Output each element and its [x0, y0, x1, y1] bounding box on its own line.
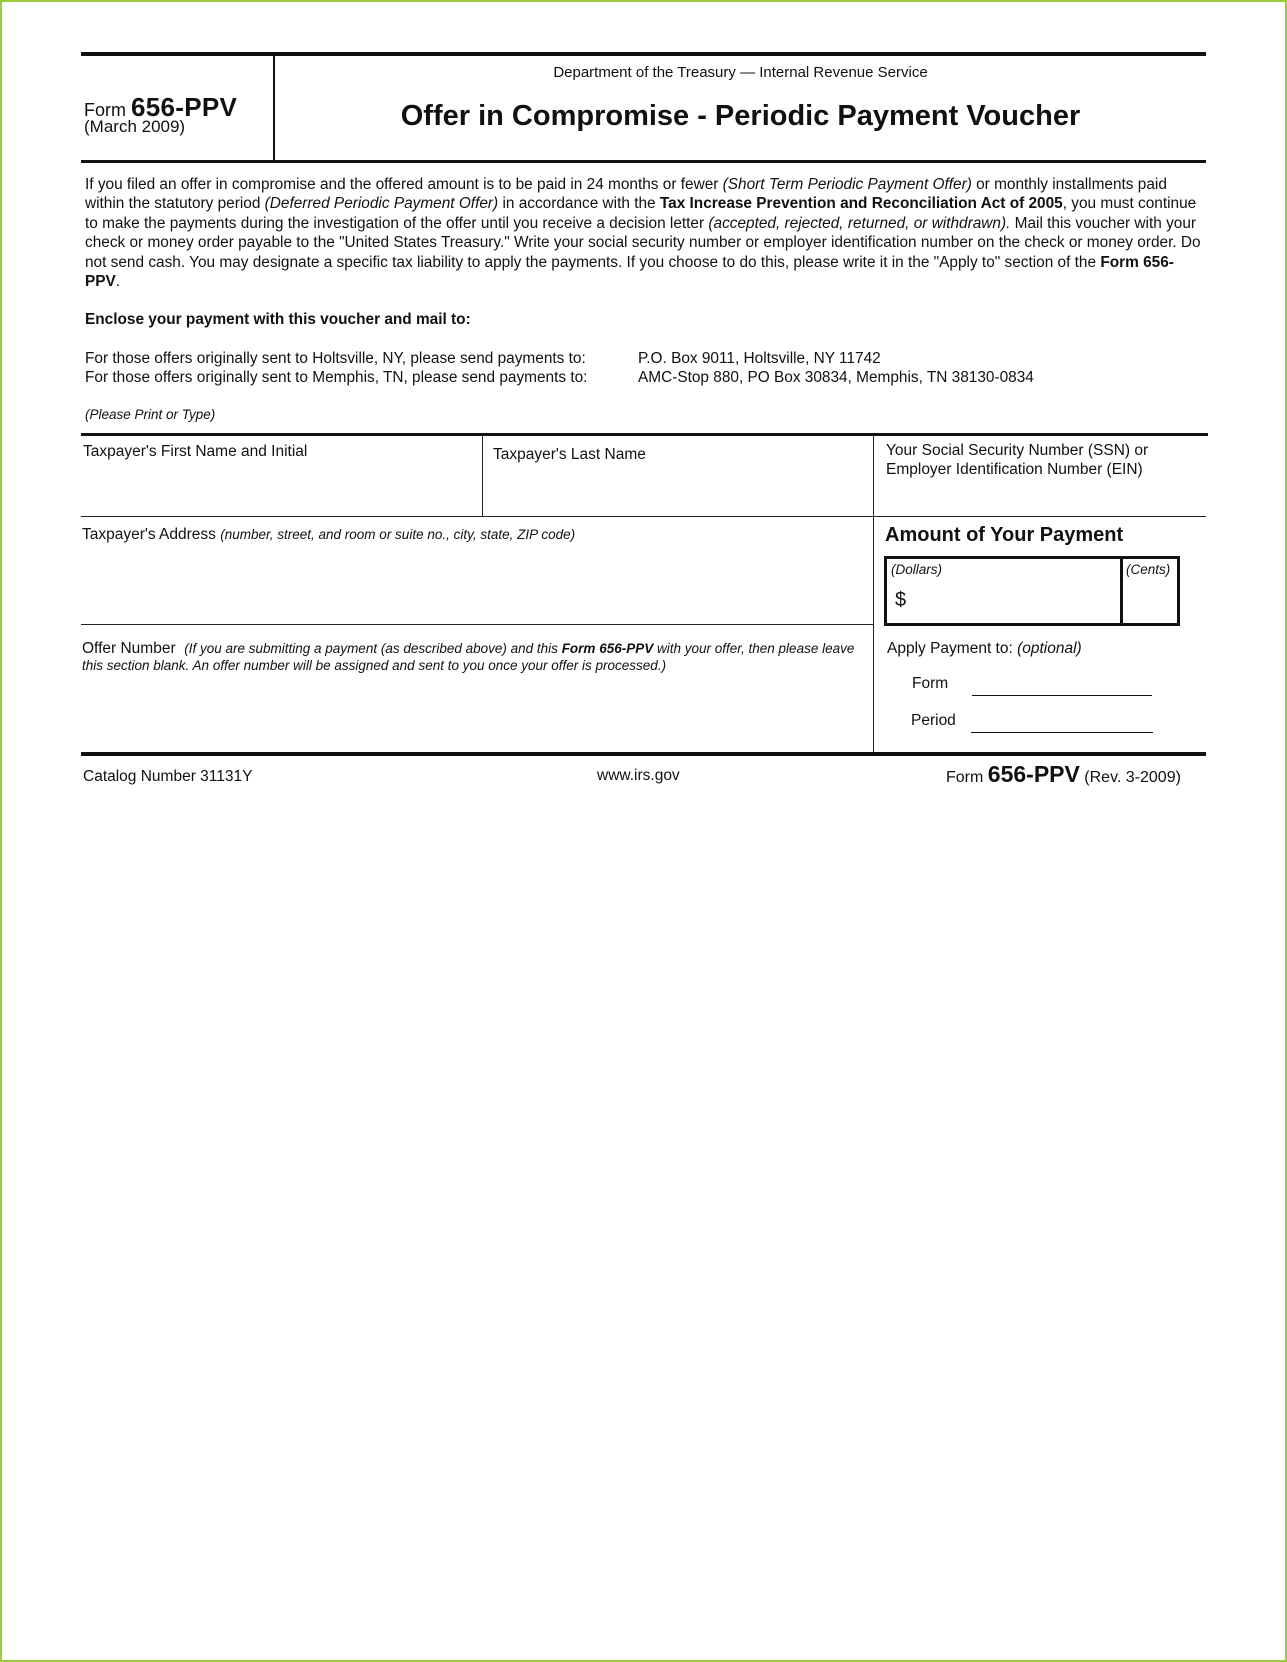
footer-form-number: 656-PPV — [987, 761, 1080, 787]
mailing-heading: Enclose your payment with this voucher and mail to: — [85, 311, 471, 328]
apply-period-label: Period — [911, 712, 956, 729]
amount-cents-divider — [1120, 556, 1123, 626]
website-link[interactable]: www.irs.gov — [597, 767, 680, 784]
mailing-address: P.O. Box 9011, Holtsville, NY 11742 — [638, 350, 881, 367]
apply-form-input[interactable] — [972, 695, 1152, 696]
row-divider-2 — [81, 624, 873, 625]
row-divider-1 — [81, 516, 1206, 517]
intro-italic-2: (Deferred Periodic Payment Offer) — [264, 195, 499, 213]
footer-revision: (Rev. 3-2009) — [1079, 769, 1181, 786]
footer-form-prefix: Form — [946, 769, 988, 786]
mailing-address: AMC-Stop 880, PO Box 30834, Memphis, TN 38130-0834 — [638, 369, 1034, 386]
form-prefix: Form — [84, 100, 126, 120]
page-title: Offer in Compromise - Periodic Payment Voucher — [400, 100, 1081, 132]
mailing-label: For those offers originally sent to Memphis, TN, please send payments to: — [85, 369, 588, 386]
apply-payment-label — [887, 640, 1082, 658]
ein-label: Employer Identification Number (EIN) — [886, 461, 1143, 478]
print-note: (Please Print or Type) — [85, 407, 216, 422]
catalog-number: Catalog Number 31131Y — [83, 768, 253, 785]
intro-text-4: , you must continue to make the payments during the investigation of the offer until you receive a decision letter — [85, 195, 1197, 232]
divider-name-columns — [482, 436, 483, 516]
offer-number-hint — [82, 641, 854, 673]
header-bottom-rule — [81, 160, 1206, 163]
address-label: Taxpayer's Address — [82, 526, 216, 543]
offer-hint-text-1: (If you are submitting a payment (as described above) and this — [184, 641, 562, 656]
offer-hint-text-2: with your offer, then please leave this section blank. An offer number will be assigned and sent to you once your offer is processed.) — [82, 641, 855, 673]
fields-top-rule — [81, 433, 1208, 436]
offer-hint-form: Form 656-PPV — [561, 641, 654, 656]
footer-rule — [81, 752, 1206, 756]
offer-number-field[interactable] — [82, 640, 862, 674]
address-hint: (number, street, and room or suite no., city, state, ZIP code) — [220, 527, 576, 542]
amount-title: Amount of Your Payment — [885, 524, 1124, 546]
intro-text-6: . — [115, 273, 121, 291]
intro-bold-act: Tax Increase Prevention and Reconciliation Act of 2005 — [659, 195, 1063, 213]
intro-text-2: or monthly installments paid within the statutory period — [85, 176, 1167, 213]
intro-italic-3: (accepted, rejected, returned, or withdrawn). — [708, 214, 1011, 232]
ssn-ein-field[interactable] — [886, 441, 1148, 479]
address-field[interactable] — [82, 526, 575, 544]
footer-form-id — [946, 761, 1181, 788]
last-name-field[interactable]: Taxpayer's Last Name — [493, 446, 646, 463]
instructions-paragraph — [85, 175, 1201, 291]
intro-italic-1: (Short Term Periodic Payment Offer) — [722, 176, 972, 193]
intro-text-5: Mail this voucher with your check or money order payable to the "United States Treasury." Write your social security number or employer identification number on the check or money order. Do not send cash. You may designate a specific tax liability to apply the payments. If you choose to do this, please write it in the "Apply to" section of the — [85, 214, 1201, 271]
header-top-rule — [81, 52, 1206, 56]
mailing-row-holtsville — [85, 350, 881, 368]
cents-label: (Cents) — [1126, 562, 1171, 577]
apply-period-input[interactable] — [971, 732, 1153, 733]
intro-text-1: If you filed an offer in compromise and the offered amount is to be paid in 24 months or fewer — [85, 176, 723, 193]
ssn-label: Your Social Security Number (SSN) or — [886, 442, 1149, 459]
intro-text-3: in accordance with the — [498, 195, 660, 213]
apply-form-label: Form — [912, 675, 949, 692]
divider-right-column — [873, 436, 874, 754]
form-date: (March 2009) — [84, 117, 186, 136]
dollar-sign: $ — [895, 589, 907, 611]
apply-optional-text: (optional) — [1017, 640, 1082, 657]
agency-name: Department of the Treasury — Internal Revenue Service — [553, 64, 928, 81]
mailing-row-memphis — [85, 369, 1034, 387]
first-name-field[interactable]: Taxpayer's First Name and Initial — [83, 443, 308, 460]
offer-number-label: Offer Number — [82, 640, 176, 657]
apply-label-text: Apply Payment to: — [887, 640, 1018, 657]
mailing-label: For those offers originally sent to Holtsville, NY, please send payments to: — [85, 350, 586, 367]
intro-bold-form: Form 656-PPV — [85, 253, 1174, 291]
form-number: 656-PPV — [131, 92, 238, 122]
dollars-label: (Dollars) — [891, 562, 943, 577]
